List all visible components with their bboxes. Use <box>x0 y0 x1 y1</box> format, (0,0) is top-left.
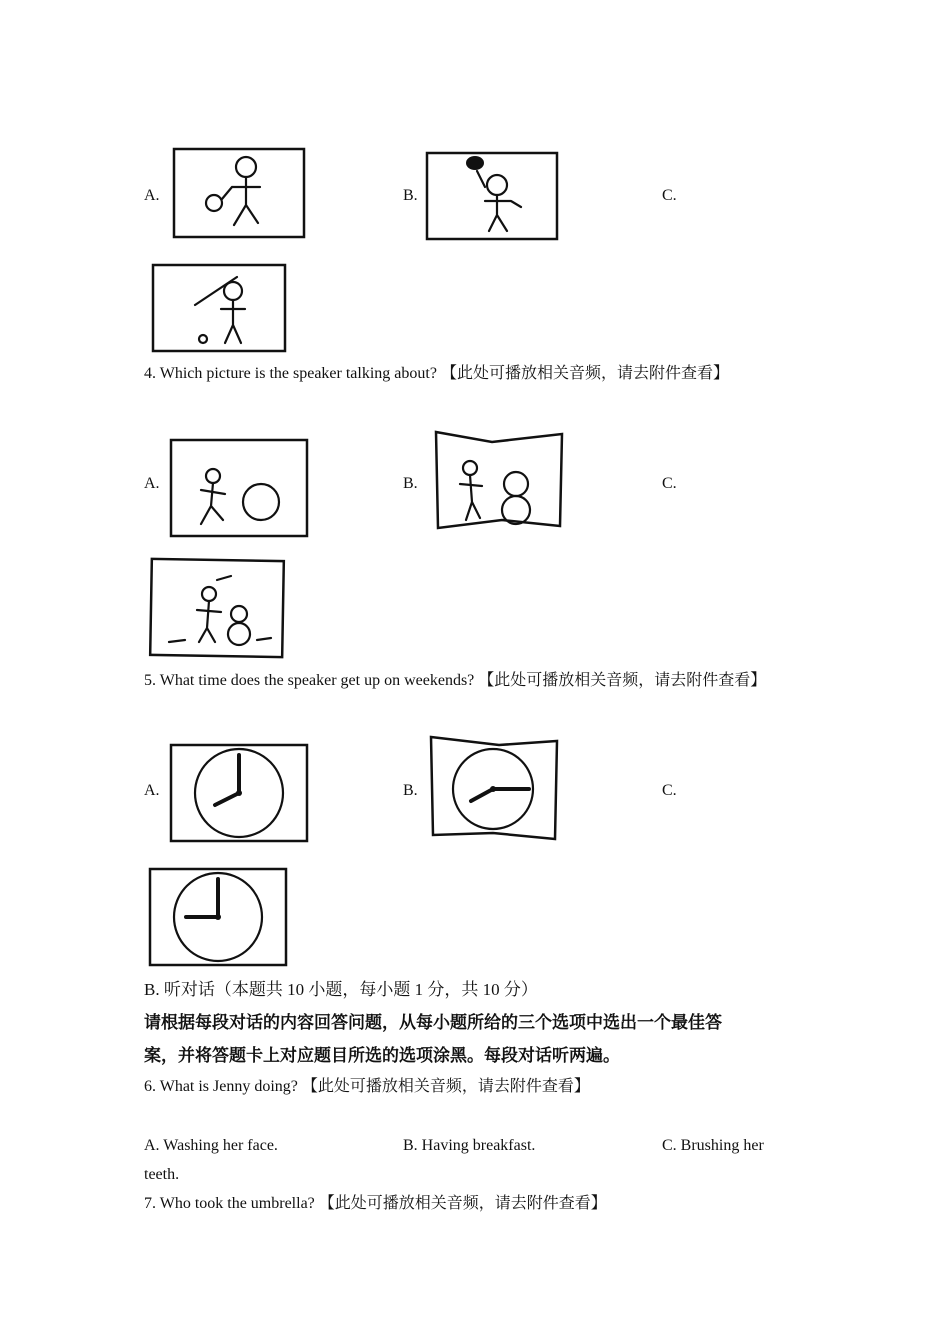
option-a-label: A. <box>144 475 160 492</box>
boy-with-ball-icon <box>172 147 306 239</box>
option-b-label: B. <box>403 187 418 204</box>
boy-with-bat-icon <box>151 263 287 353</box>
option-c-label: C. <box>662 782 677 799</box>
option-a-label: A. <box>144 782 160 799</box>
section-b-instruction-line1: 请根据每段对话的内容回答问题，从每小题所给的三个选项中选出一个最佳答 <box>144 1013 722 1033</box>
option-b-label: B. <box>403 475 418 492</box>
option-c-label: C. <box>662 475 677 492</box>
option-a-text: A. Washing her face. <box>144 1137 278 1154</box>
boy-with-racket-icon <box>425 151 559 241</box>
option-c-text-continued: teeth. <box>144 1166 180 1183</box>
question-6: 6. What is Jenny doing? 【此处可播放相关音频，请去附件查看】 <box>144 1078 590 1095</box>
section-b-heading: B. 听对话（本题共 10 小题，每小题 1 分，共 10 分） <box>144 980 538 999</box>
clock-9-00-icon <box>148 867 288 967</box>
question-5: 5. What time does the speaker get up on weekends? 【此处可播放相关音频，请去附件查看】 <box>144 672 767 689</box>
question-4: 4. Which picture is the speaker talking about? 【此处可播放相关音频，请去附件查看】 <box>144 365 729 382</box>
clock-8-00-icon <box>169 743 309 843</box>
option-b-label: B. <box>403 782 418 799</box>
section-b-instruction-line2: 案，并将答题卡上对应题目所选的选项涂黑。每段对话听两遍。 <box>144 1046 620 1066</box>
option-a-label: A. <box>144 187 160 204</box>
clock-8-15-icon <box>429 733 561 843</box>
option-c-label: C. <box>662 187 677 204</box>
child-with-snowman-icon <box>432 428 566 538</box>
child-building-snowman-icon <box>149 558 285 658</box>
question-7: 7. Who took the umbrella? 【此处可播放相关音频，请去附件查看】 <box>144 1195 607 1212</box>
option-b-text: B. Having breakfast. <box>403 1137 536 1154</box>
child-with-snowball-icon <box>169 438 309 538</box>
option-c-text: C. Brushing her <box>662 1137 764 1154</box>
